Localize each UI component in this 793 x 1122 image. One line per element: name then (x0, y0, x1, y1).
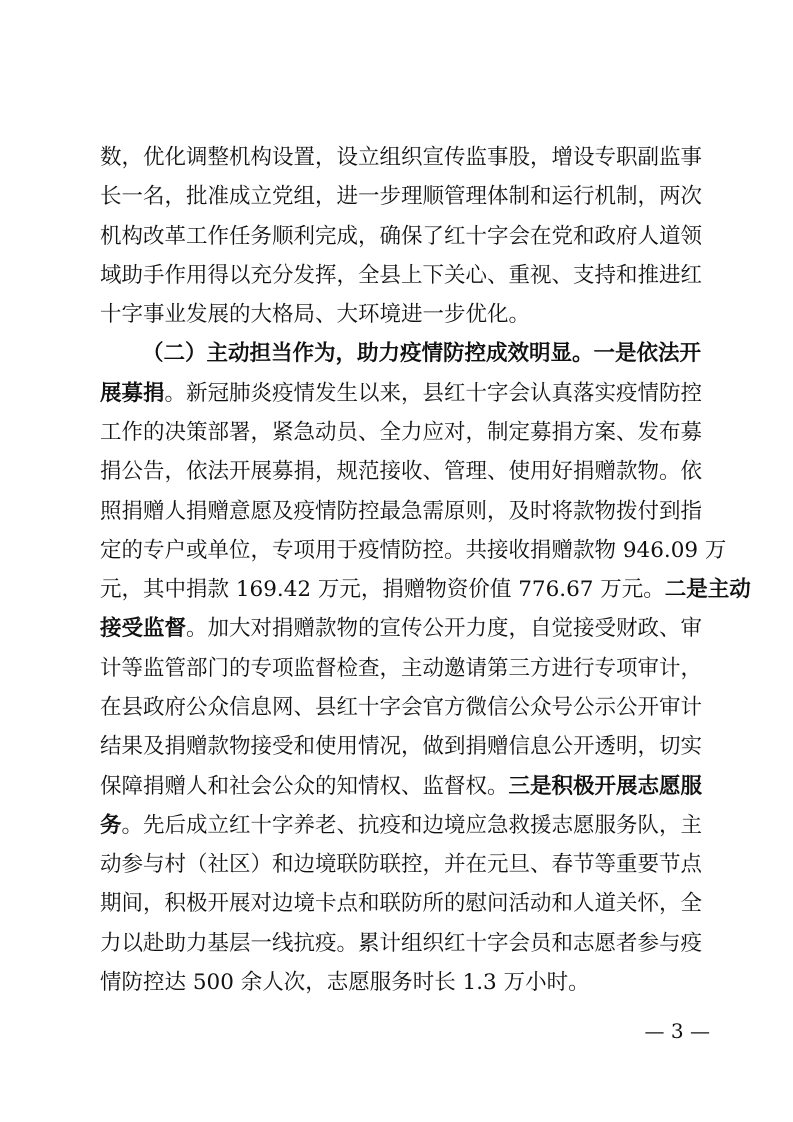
text-line: 情防控达 500 余人次，志愿服务时长 1.3 万小时。 (100, 970, 590, 995)
text-line: 定的专户或单位，专项用于疫情防控。共接收捐赠款物 946.09 万 (100, 538, 727, 563)
text-line (100, 772, 703, 802)
text-run: 。加大对捐赠款物的宣传公开力度，自觉接受财政、审 (186, 616, 703, 641)
text-line: 十字事业发展的大格局、大环境进一步优化。 (100, 302, 531, 327)
bold-phrase: 三是积极开展志愿服 (508, 774, 703, 799)
bold-phrase: 二是主动 (664, 577, 751, 602)
text-line: 力以赴助力基层一线抗疫。累计组织红十字会员和志愿者参与疫 (100, 931, 703, 956)
text-line (100, 811, 703, 841)
bold-phrase: 务 (100, 813, 122, 838)
text-line: 结果及捐赠款物接受和使用情况，做到捐赠信息公开透明，切实 (100, 734, 703, 759)
text-line: 动参与村（社区）和边境联防联控，并在元旦、春节等重要节点 (100, 852, 703, 877)
text-run: 保障捐赠人和社会公众的知情权、监督权。 (100, 774, 509, 799)
text-line: 捐公告，依法开展募捐，规范接收、管理、使用好捐赠款物。依 (100, 459, 703, 484)
text-line: 域助手作用得以充分发挥，全县上下关心、重视、支持和推进红 (100, 263, 703, 288)
text-run: 。先后成立红十字养老、抗疫和边境应急救援志愿服务队，主 (121, 813, 703, 838)
text-line (100, 575, 751, 605)
text-run: 元，其中捐款 169.42 万元，捐赠物资价值 776.67 万元。 (100, 577, 665, 602)
page-number: — 3 — (644, 1019, 710, 1043)
text-line: 在县政府公众信息网、县红十字会官方微信公众号公示公开审计 (100, 695, 703, 720)
bold-phrase: 接受监督 (100, 616, 187, 641)
text-run: 。新冠肺炎疫情发生以来，县红十字会认真落实疫情防控 (164, 381, 703, 406)
text-line: 计等监管部门的专项监督检查，主动邀请第三方进行专项审计， (100, 656, 703, 681)
bold-phrase: 展募捐 (100, 381, 165, 406)
text-line (100, 614, 703, 644)
text-line: 数，优化调整机构设置，设立组织宣传监事股，增设专职副监事 (100, 145, 703, 170)
text-line: 照捐赠人捐赠意愿及疫情防控最急需原则，及时将款物拨付到指 (100, 499, 703, 524)
section-heading: （二）主动担当作为，助力疫情防控成效明显。一是依法开 (142, 341, 702, 366)
text-line: 期间，积极开展对边境卡点和联防所的慰问活动和人道关怀，全 (100, 891, 703, 916)
text-line (100, 379, 703, 409)
text-line: 工作的决策部署，紧急动员、全力应对，制定募捐方案、发布募 (100, 420, 703, 445)
text-line: 长一名，批准成立党组，进一步理顺管理体制和运行机制，两次 (100, 184, 703, 209)
text-line: 机构改革工作任务顺利完成，确保了红十字会在党和政府人道领 (100, 224, 703, 249)
